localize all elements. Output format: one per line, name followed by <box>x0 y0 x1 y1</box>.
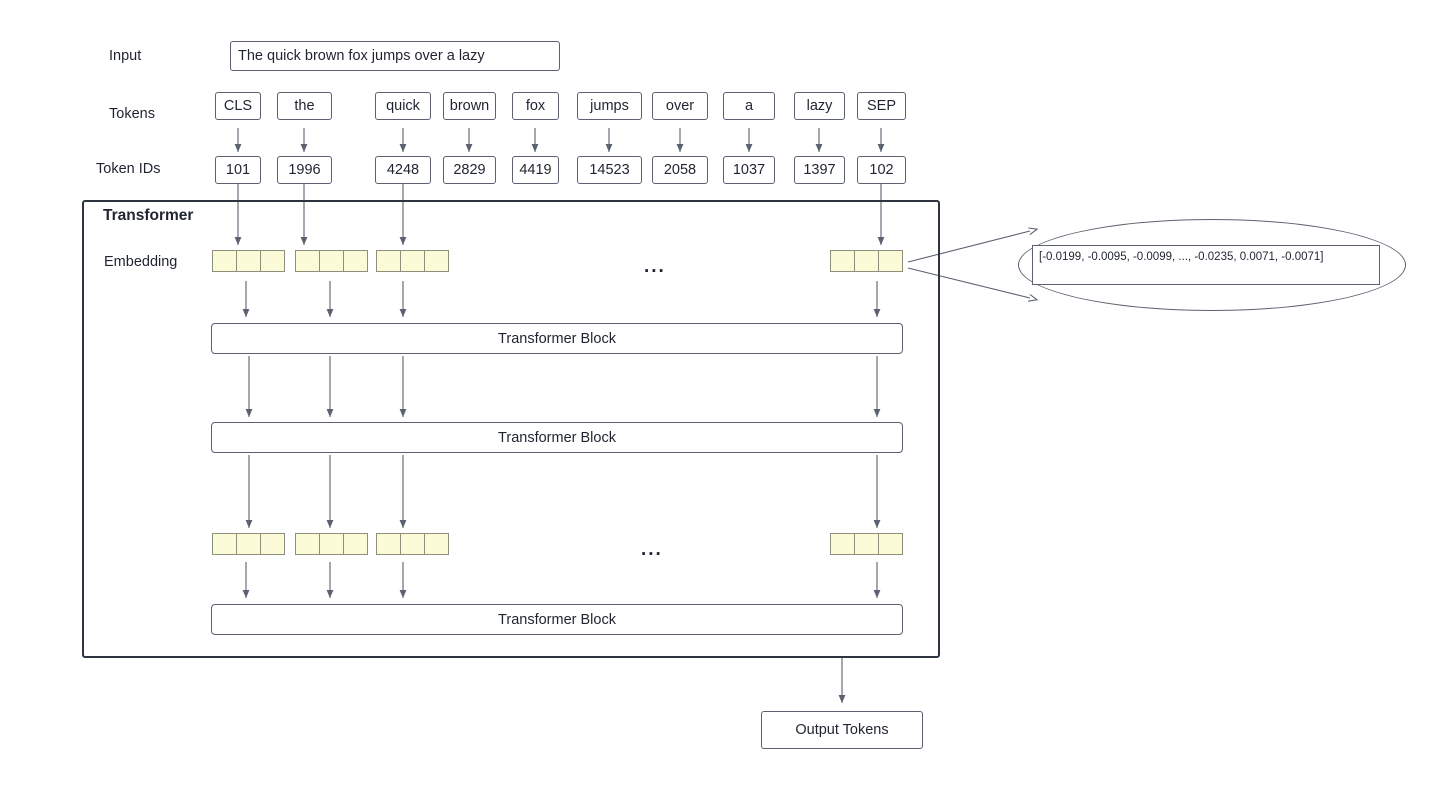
vector-cell <box>343 250 368 272</box>
token-id-box-101: 101 <box>215 156 261 184</box>
vector-cell <box>400 250 425 272</box>
transformer-block-2: Transformer Block <box>211 422 903 453</box>
hidden-vector-cls <box>212 533 284 555</box>
token-id-box-102: 102 <box>857 156 906 184</box>
vector-cell <box>376 533 401 555</box>
vector-cell <box>830 533 855 555</box>
token-id-box-2829: 2829 <box>443 156 496 184</box>
row-label-token-ids: Token IDs <box>96 161 161 177</box>
row-label-input: Input <box>109 48 142 64</box>
token-id-box-2058: 2058 <box>652 156 708 184</box>
embedding-vector-sep <box>830 250 902 272</box>
hidden-vector-sep <box>830 533 902 555</box>
vector-cell <box>319 250 344 272</box>
vector-cell <box>854 250 879 272</box>
embedding-callout-values: [-0.0199, -0.0095, -0.0099, ..., -0.0235, 0.0071, -0.0071] <box>1032 245 1380 285</box>
vector-cell <box>878 250 903 272</box>
vector-cell <box>830 250 855 272</box>
vector-cell <box>260 250 285 272</box>
vector-cell <box>260 533 285 555</box>
row-label-tokens: Tokens <box>109 106 155 122</box>
vector-cell <box>400 533 425 555</box>
input-sentence-box: The quick brown fox jumps over a lazy <box>230 41 560 71</box>
hidden-vector-quick <box>376 533 448 555</box>
vector-cell <box>212 533 237 555</box>
vector-cell <box>236 250 261 272</box>
vector-cell <box>319 533 344 555</box>
token-id-box-4248: 4248 <box>375 156 431 184</box>
vector-cell <box>212 250 237 272</box>
vector-cell <box>236 533 261 555</box>
vector-cell <box>295 250 320 272</box>
embedding-vector-quick <box>376 250 448 272</box>
output-tokens-box: Output Tokens <box>761 711 923 749</box>
embedding-vector-the <box>295 250 367 272</box>
token-box-over: over <box>652 92 708 120</box>
token-box-the: the <box>277 92 332 120</box>
token-box-brown: brown <box>443 92 496 120</box>
vector-cell <box>295 533 320 555</box>
token-id-box-1996: 1996 <box>277 156 332 184</box>
vector-cell <box>878 533 903 555</box>
row-label-embedding: Embedding <box>104 254 178 270</box>
vector-cell <box>424 533 449 555</box>
token-box-quick: quick <box>375 92 431 120</box>
token-id-box-1037: 1037 <box>723 156 775 184</box>
vector-cell <box>343 533 368 555</box>
embedding-vector-cls <box>212 250 284 272</box>
token-box-lazy: lazy <box>794 92 845 120</box>
vector-cell <box>424 250 449 272</box>
hidden-ellipsis: ... <box>641 539 663 560</box>
token-box-a: a <box>723 92 775 120</box>
token-box-sep: SEP <box>857 92 906 120</box>
transformer-block-1: Transformer Block <box>211 323 903 354</box>
token-id-box-4419: 4419 <box>512 156 559 184</box>
hidden-vector-the <box>295 533 367 555</box>
token-id-box-1397: 1397 <box>794 156 845 184</box>
transformer-title: Transformer <box>103 207 194 224</box>
token-id-box-14523: 14523 <box>577 156 642 184</box>
vector-cell <box>854 533 879 555</box>
token-box-jumps: jumps <box>577 92 642 120</box>
token-box-cls: CLS <box>215 92 261 120</box>
token-box-fox: fox <box>512 92 559 120</box>
embedding-ellipsis: ... <box>644 256 666 277</box>
transformer-block-3: Transformer Block <box>211 604 903 635</box>
vector-cell <box>376 250 401 272</box>
